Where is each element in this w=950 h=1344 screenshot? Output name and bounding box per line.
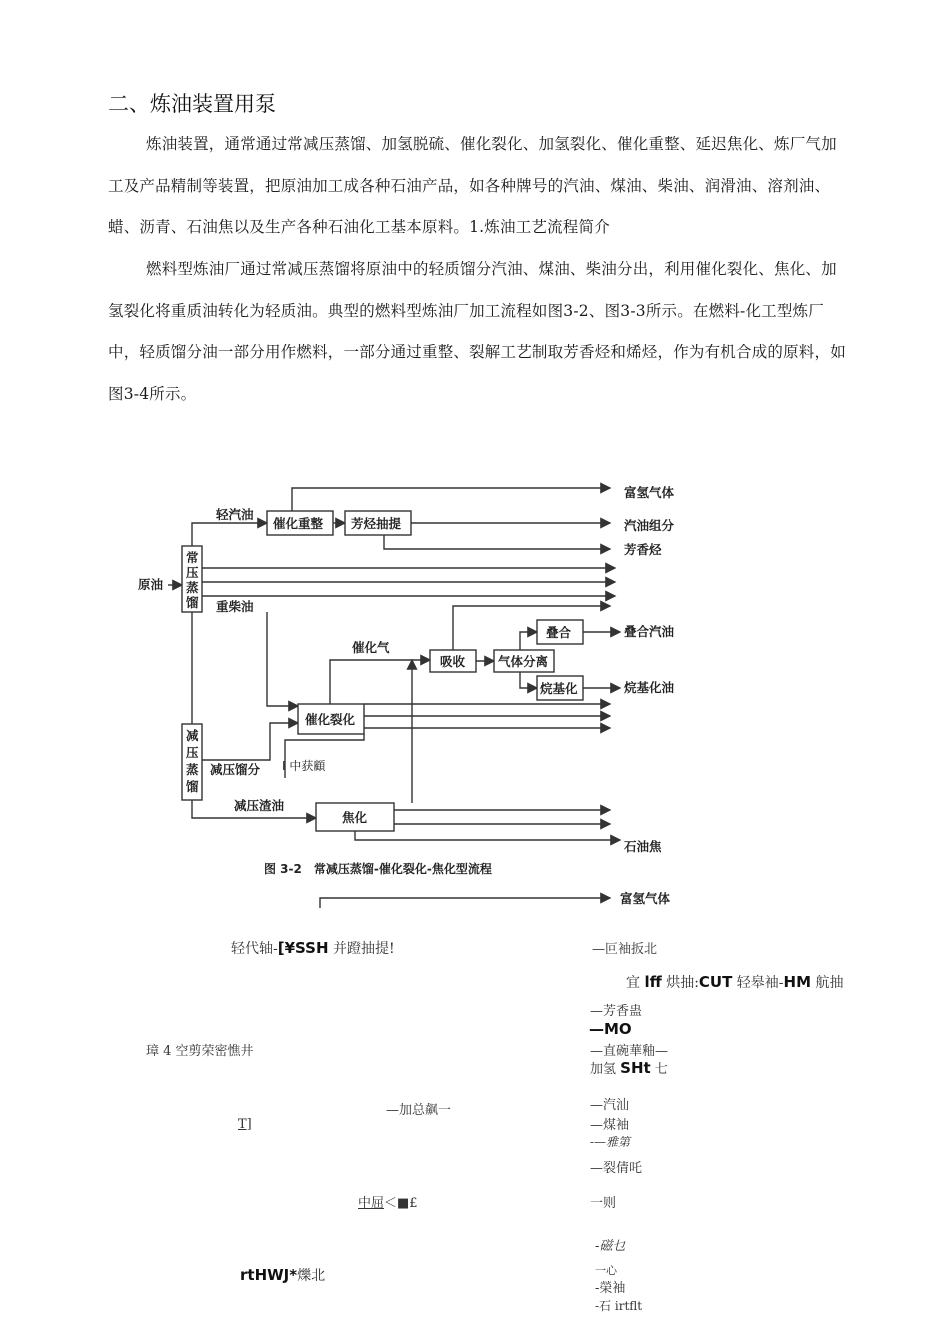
ocr-right-14: -榮袖 xyxy=(595,1281,626,1296)
process-flow-figure xyxy=(130,478,710,918)
figure-caption: 图 3-2 常减压蒸馏-催化裂化-焦化型流程 xyxy=(264,862,492,876)
ocr-right-3: —芳香蛊 xyxy=(590,1004,643,1019)
label-alkylation: 烷基化 xyxy=(540,681,578,696)
label-vac-4: 馏 xyxy=(186,779,199,794)
paragraph-fuel-refinery xyxy=(108,249,848,415)
label-atm-2: 压 xyxy=(186,565,199,580)
label-fcc: 催化裂化 xyxy=(305,712,356,727)
ocr-right-12: -磁乜 xyxy=(595,1239,626,1254)
ocr-mid-1: —加总飙一 xyxy=(386,1103,452,1118)
label-aromatics: 芳香烃 xyxy=(624,542,662,557)
section-heading: 二、炼油装置用泵 xyxy=(108,92,276,116)
label-pet-coke: 石油焦 xyxy=(624,839,662,854)
label-gasoline-comp: 汽油组分 xyxy=(624,518,675,533)
ocr-mid-2: 中屈＜■£ xyxy=(358,1196,418,1211)
label-atm-1: 常 xyxy=(186,550,199,565)
label-vac-3: 蒸 xyxy=(186,762,199,777)
ocr-right-13: 一心 xyxy=(595,1264,617,1277)
ocr-right-5: —直碗華釉— xyxy=(590,1044,669,1059)
label-polymer-gasoline: 叠合汽油 xyxy=(624,624,675,639)
ocr-right-10: —裂倩吒 xyxy=(590,1161,643,1176)
ocr-right-11: 一则 xyxy=(590,1196,617,1211)
ocr-right-8: —煤袖 xyxy=(590,1118,630,1133)
label-alkyl-oil: 烷基化油 xyxy=(624,680,675,695)
ocr-right-2: 宜 lff 烘抽:CUT 轻皋袖-HM 航抽 xyxy=(626,973,844,991)
label-reforming: 催化重整 xyxy=(273,516,324,531)
ocr-tl: T] xyxy=(238,1117,252,1132)
paragraph-refinery-units xyxy=(108,124,848,249)
ocr-right-6: 加氢 SHt 七 xyxy=(590,1059,668,1077)
label-cat-gas: 催化气 xyxy=(352,640,390,655)
paragraph-text: 炼油装置，通常通过常减压蒸馏、加氢脱硫、催化裂化、加氢裂化、催化重整、延迟焦化、炼厂气加工及产品精制等装置，把原油加工成各种石油产品，如各种牌号的汽油、煤油、柴油、润滑油、溶剂油、蜡、沥青、石油焦以及生产各种石油化工基本原料。1.炼油工艺流程简介 xyxy=(108,135,837,236)
ocr-right-7: —汽汕 xyxy=(590,1098,630,1113)
ocr-right-9: -—雅第 xyxy=(590,1135,631,1149)
label-vac-2: 压 xyxy=(186,745,199,760)
ocr-right-4: —MO xyxy=(589,1020,632,1038)
ocr-right-1: —叵袖扳北 xyxy=(592,942,658,957)
label-aromatic-extract: 芳烃抽提 xyxy=(351,516,402,531)
label-coking: 焦化 xyxy=(342,810,368,825)
label-vac-1: 减 xyxy=(186,728,199,743)
ocr-bottom-left: rtHWJ*爍北 xyxy=(240,1266,326,1284)
ocr-left-mid: 璋 4 空剪荣密憔井 xyxy=(146,1044,254,1059)
label-h2-gas: 富氢气体 xyxy=(624,485,675,500)
label-crude: 原油 xyxy=(138,577,164,592)
label-vac-resid: 减压渣油 xyxy=(234,798,285,813)
label-vac-dist: 减压馏分 xyxy=(210,762,261,777)
label-atm-4: 馏 xyxy=(186,595,199,610)
label-gas-sep: 气体分离 xyxy=(498,654,549,669)
label-atm-3: 蒸 xyxy=(186,580,199,595)
ocr-line-1: 轻代轴-[¥SSH 并蹬抽提! xyxy=(231,939,395,957)
paragraph-text: 燃料型炼油厂通过常减压蒸馏将原油中的轻质馏分汽油、煤油、柴油分出，利用催化裂化、焦化、加氢裂化将重质油转化为轻质油。典型的燃料型炼油厂加工流程如图3-2、图3-3所示。在燃料-化工型炼厂中，轻质馏分油一部分用作燃料，一部分通过重整、裂解工艺制取芳香烃和烯烃，作为有机合成的原料，如图3-4所示。 xyxy=(108,260,846,403)
label-fig2-h2: 富氢气体 xyxy=(620,891,671,906)
label-mid: I 中获顧 xyxy=(282,759,326,773)
label-absorb: 吸收 xyxy=(440,654,466,669)
ocr-right-15: -石 irtflt xyxy=(595,1299,643,1313)
label-heavy-diesel: 重柴油 xyxy=(216,599,254,614)
label-polymer: 叠合 xyxy=(546,625,572,640)
label-light-gasoline: 轻汽油 xyxy=(216,507,254,522)
